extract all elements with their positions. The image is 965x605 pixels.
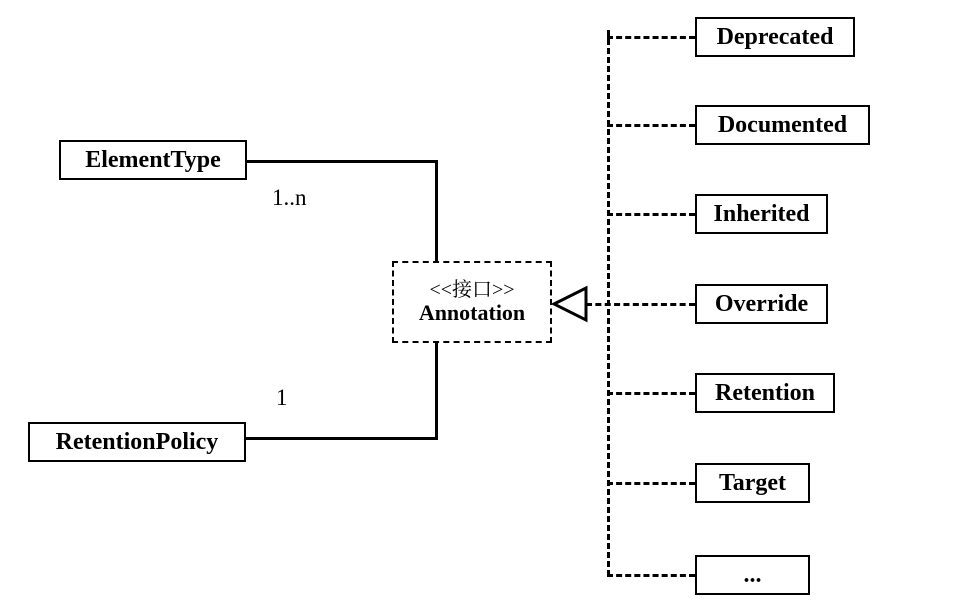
class-ellipsis-label: ... bbox=[743, 561, 762, 588]
interface-annotation[interactable] bbox=[392, 261, 552, 343]
class-element-type-label: ElementType bbox=[85, 146, 221, 173]
class-element-type[interactable] bbox=[59, 140, 247, 180]
assoc-line-elementtype-v bbox=[435, 160, 438, 262]
class-ellipsis[interactable] bbox=[695, 555, 810, 595]
class-deprecated[interactable] bbox=[695, 17, 855, 57]
class-retention[interactable] bbox=[695, 373, 835, 413]
class-deprecated-label: Deprecated bbox=[716, 23, 834, 50]
class-retention-policy[interactable] bbox=[28, 422, 246, 462]
class-override[interactable] bbox=[695, 284, 828, 324]
connector-retention bbox=[607, 392, 695, 395]
connector-ellipsis bbox=[607, 574, 695, 577]
connector-documented bbox=[607, 124, 695, 127]
class-retention-label: Retention bbox=[715, 379, 815, 406]
multiplicity-elementtype: 1..n bbox=[272, 185, 307, 210]
connector-deprecated bbox=[607, 36, 695, 39]
class-target-label: Target bbox=[718, 469, 787, 496]
assoc-line-retentionpolicy-v bbox=[435, 342, 438, 440]
class-inherited[interactable] bbox=[695, 194, 828, 234]
interface-stereotype: <<接口>> bbox=[429, 278, 515, 301]
class-documented[interactable] bbox=[695, 105, 870, 145]
assoc-line-retentionpolicy-h bbox=[244, 437, 438, 440]
class-retention-policy-label: RetentionPolicy bbox=[55, 428, 219, 455]
connector-override bbox=[586, 303, 695, 306]
connector-target bbox=[607, 482, 695, 485]
class-target[interactable] bbox=[695, 463, 810, 503]
realization-arrowhead bbox=[552, 285, 588, 328]
class-inherited-label: Inherited bbox=[713, 200, 810, 227]
class-override-label: Override bbox=[714, 290, 809, 317]
multiplicity-retentionpolicy: 1 bbox=[276, 385, 288, 410]
class-documented-label: Documented bbox=[717, 111, 848, 138]
interface-name: Annotation bbox=[418, 299, 526, 325]
connector-inherited bbox=[607, 213, 695, 216]
assoc-line-elementtype-h bbox=[246, 160, 438, 163]
